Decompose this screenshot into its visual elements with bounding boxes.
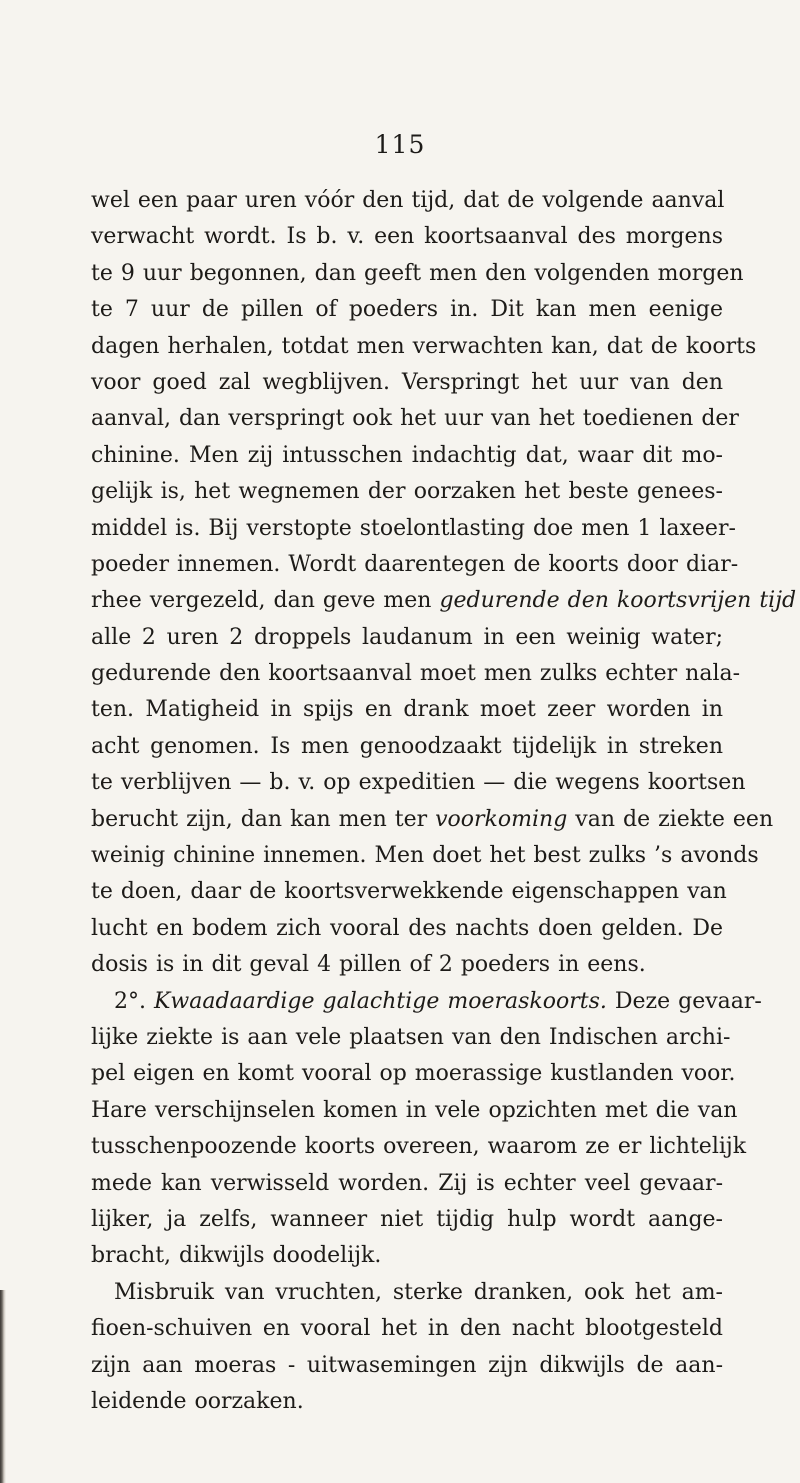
text-segment: dagen herhalen, totdat men verwachten kan, dat de koorts [91,333,757,359]
text-line [91,656,741,692]
text-segment: te 9 uur begonnen, dan geeft men den volgenden morgen [91,260,744,286]
text-segment: verwacht wordt. Is b. v. een koortsaanval des morgens [91,224,723,250]
text-segment: leidende oorzaken. [91,1388,304,1414]
text-segment: Deze gevaar- [606,988,762,1014]
text-line [91,984,762,1020]
text-line [91,1238,723,1274]
text-line [91,729,723,765]
text-line [91,474,723,510]
text-line [91,620,723,656]
text-segment: chinine. Men zij intusschen indachtig dat, waar dit mo- [91,442,723,468]
text-line [91,438,723,474]
text-segment: van de ziekte een [567,806,774,832]
text-segment: rhee vergezeld, dan geve men [91,588,440,614]
italic-text: Kwaadaardige galachtige moeraskoorts. [153,988,607,1014]
text-line [91,256,744,292]
text-segment: pel eigen en komt vooral op moerassige kustlanden voor. [91,1061,736,1087]
text-line [91,219,723,255]
text-line [91,802,774,838]
text-line [91,874,727,910]
text-line [91,547,739,583]
text-line [91,365,723,401]
text-segment: te 7 uur de pillen of poeders in. Dit kan men eenige [91,297,723,323]
text-segment: te verblijven — b. v. op expeditien — die wegens koortsen [91,770,746,796]
text-segment: gedurende den koortsaanval moet men zulks echter nala- [91,661,741,687]
text-line [91,1056,736,1092]
text-line [91,838,759,874]
text-line [91,1202,723,1238]
text-segment: te doen, daar de koortsverwekkende eigenschappen van [91,879,727,905]
text-line [91,511,736,547]
text-segment: ten. Matigheid in spijs en drank moet zeer worden in [91,697,723,723]
text-line [91,1093,738,1129]
text-line [91,1311,723,1347]
text-line [91,1384,723,1420]
text-segment: Hare verschijnselen komen in vele opzichten met die van [91,1097,738,1123]
text-segment: zijn aan moeras - uitwasemingen zijn dikwijls de aan- [91,1352,723,1378]
text-segment: 2°. [114,988,154,1014]
text-segment: Misbruik van vruchten, sterke dranken, ook het am- [114,1279,723,1305]
text-line [91,401,739,437]
text-segment: mede kan verwisseld worden. Zij is echter veel gevaar- [91,1170,723,1196]
text-line [91,1129,747,1165]
text-segment: poeder innemen. Wordt daarentegen de koorts door diar- [91,551,739,577]
text-segment: aanval, dan verspringt ook het uur van het toedienen der [91,406,739,432]
text-segment: lijker, ja zelfs, wanneer niet tijdig hulp wordt aange- [91,1206,723,1232]
body-text [91,183,797,1420]
text-line [91,583,797,619]
italic-text: voorkoming [435,806,568,832]
text-segment: middel is. Bij verstopte stoelontlasting doe men 1 laxeer- [91,515,736,541]
text-segment: dosis is in dit geval 4 pillen of 2 poeders in eens. [91,952,646,978]
text-line [91,183,723,219]
text-segment: bracht, dikwijls doodelijk. [91,1243,382,1269]
text-line [91,292,723,328]
text-line [91,911,723,947]
text-segment: acht genomen. Is men genoodzaakt tijdelijk in streken [91,733,723,759]
text-line [91,1348,723,1384]
scan-edge-shadow [0,1290,6,1483]
text-line [91,765,746,801]
page-number: 115 [374,130,426,159]
text-line [91,329,757,365]
text-segment: weinig chinine innemen. Men doet het best zulks ’s avonds [91,843,759,869]
text-line [91,692,723,728]
italic-text: gedurende den koortsvrijen tijd [439,588,797,614]
text-segment: voor goed zal wegblijven. Verspringt het uur van den [91,369,723,395]
text-segment: lijke ziekte is aan vele plaatsen van den Indischen archi- [91,1024,731,1050]
text-segment: tusschenpoozende koorts overeen, waarom ze er lichtelijk [91,1134,747,1160]
text-segment: fioen-schuiven en vooral het in den nacht blootgesteld [91,1316,723,1342]
text-line [91,947,723,983]
text-segment: gelijk is, het wegnemen der oorzaken het beste genees- [91,479,723,505]
text-line [91,1166,723,1202]
text-line [91,1275,723,1311]
text-line [91,1020,731,1056]
text-segment: lucht en bodem zich vooral des nachts doen gelden. De [91,915,723,941]
text-segment: wel een paar uren vóór den tijd, dat de volgende aanval [91,188,725,213]
text-segment: alle 2 uren 2 droppels laudanum in een weinig water; [91,624,723,650]
text-segment: berucht zijn, dan kan men ter [91,806,436,832]
